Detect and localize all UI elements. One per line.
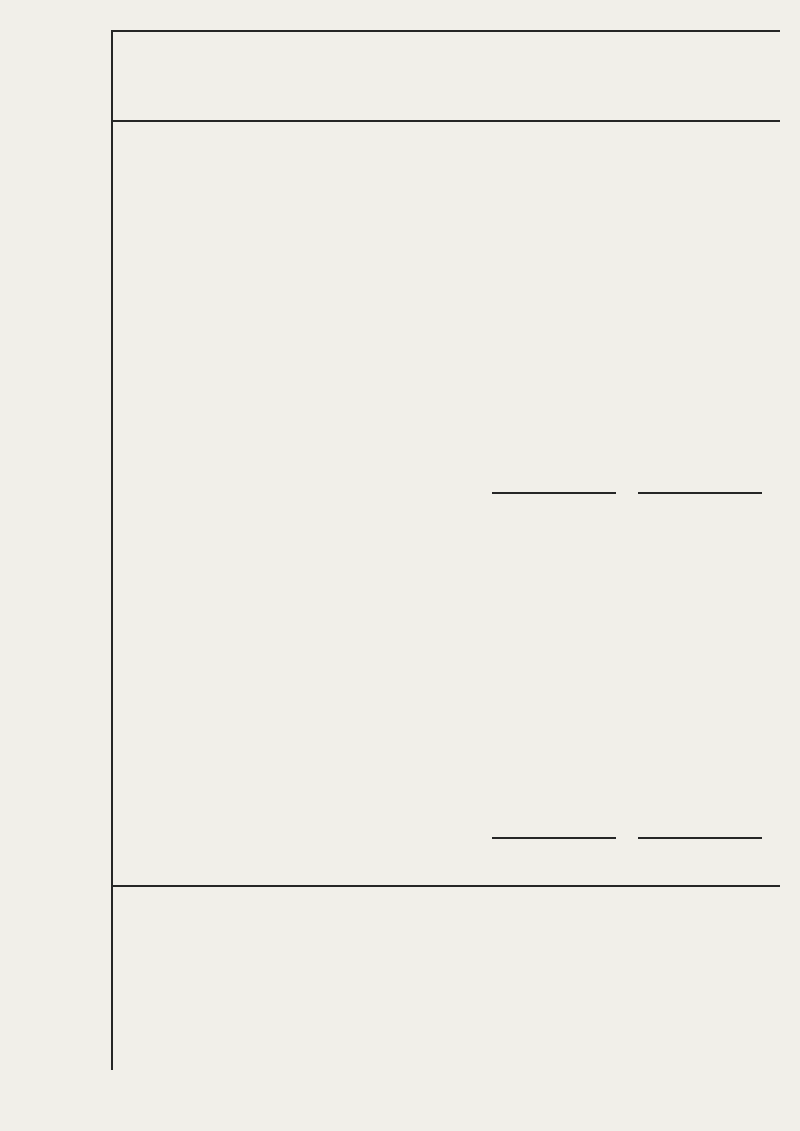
sum-line-b-1 <box>492 837 616 839</box>
sum-line-b-2 <box>638 837 762 839</box>
frame-top-border <box>111 30 780 32</box>
section-divider <box>111 885 780 887</box>
sum-line-a-2 <box>638 492 762 494</box>
frame-left-border <box>111 30 113 1070</box>
header-divider <box>111 120 780 122</box>
sum-line-a-1 <box>492 492 616 494</box>
